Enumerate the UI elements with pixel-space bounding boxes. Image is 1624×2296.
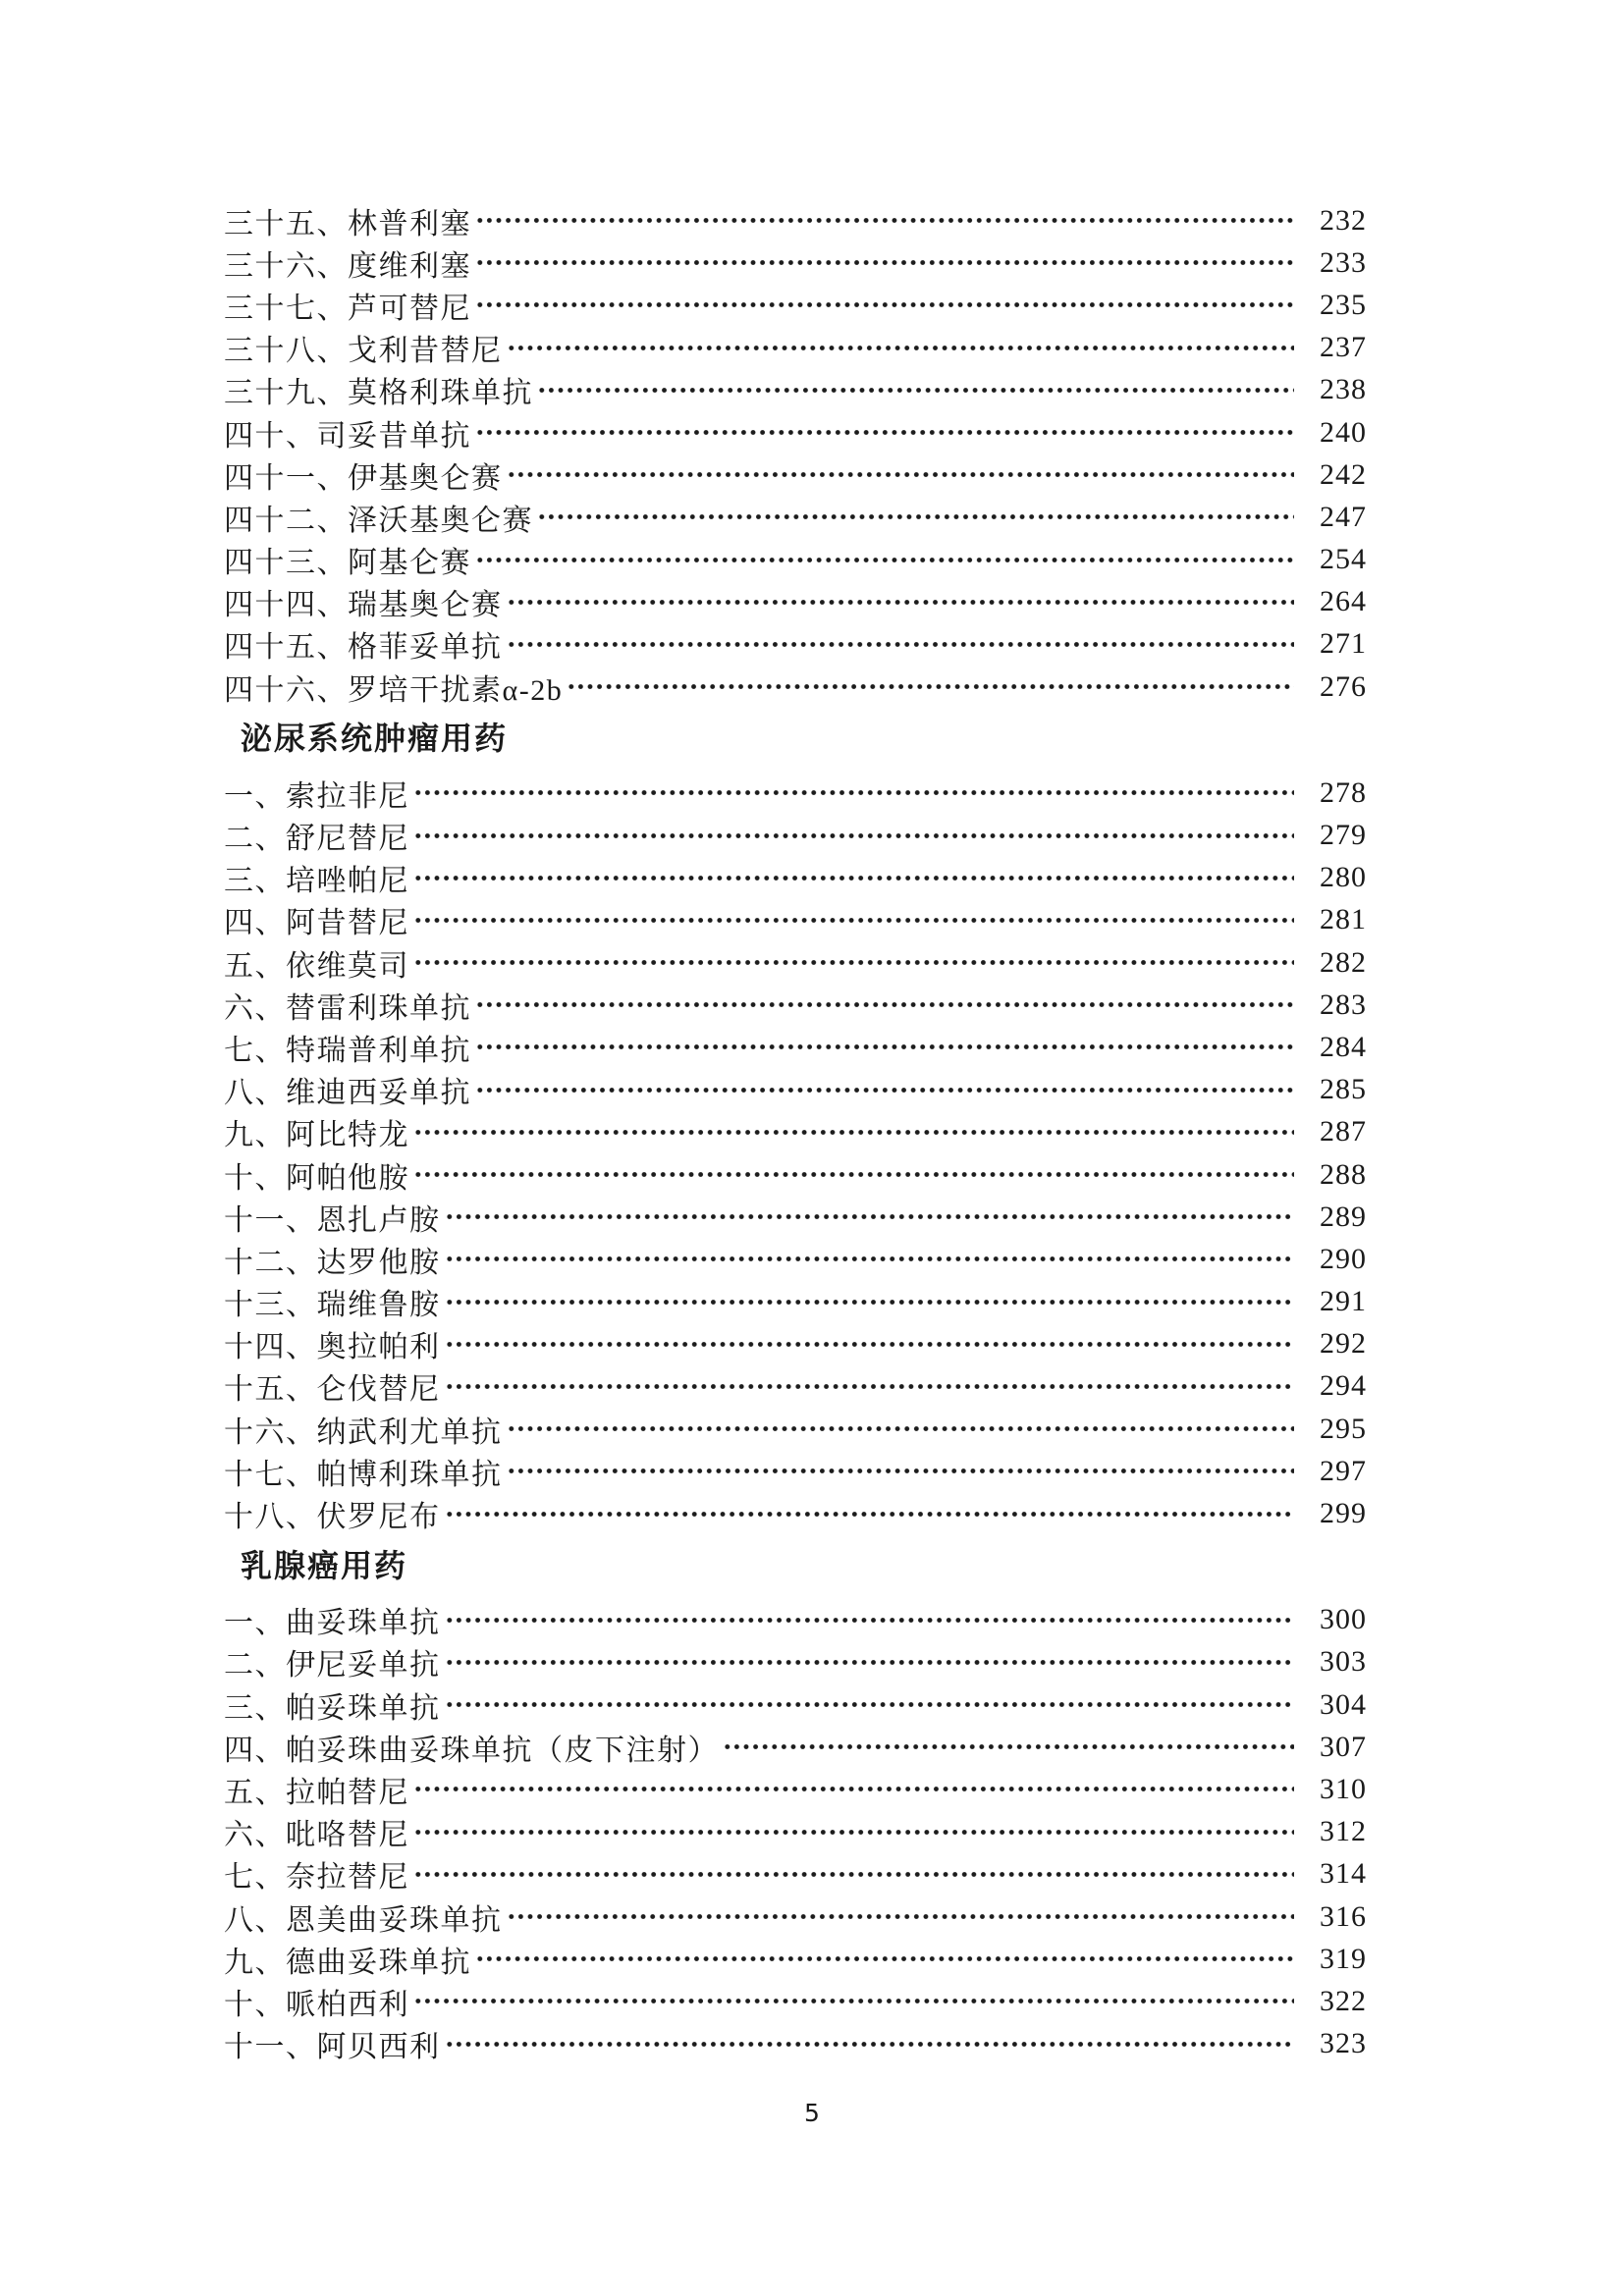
toc-entry xyxy=(224,814,1367,856)
toc-entry-page: 299 xyxy=(1320,1497,1367,1530)
toc-entry-page: 232 xyxy=(1320,203,1367,237)
toc-entry-page: 303 xyxy=(1320,1645,1367,1679)
toc-entry-label: 三十五、林普利塞 xyxy=(224,207,471,240)
toc-entry-page: 282 xyxy=(1320,945,1367,979)
toc-entry xyxy=(224,857,1367,899)
toc-entry xyxy=(224,1365,1367,1408)
toc-entry xyxy=(224,1726,1367,1768)
toc-entry-page: 323 xyxy=(1320,2027,1367,2060)
toc-entry-page: 294 xyxy=(1320,1369,1367,1403)
toc-entry-label: 八、恩美曲妥珠单抗 xyxy=(224,1903,503,1937)
toc-entry xyxy=(224,1938,1367,1980)
toc-entry xyxy=(224,1196,1367,1238)
toc-entry-label: 四十四、瑞基奥仑赛 xyxy=(224,589,503,622)
toc-entry xyxy=(224,241,1367,284)
toc-entry xyxy=(224,454,1367,496)
dot-leader xyxy=(507,327,1295,369)
toc-entry xyxy=(224,1980,1367,2022)
dot-leader xyxy=(475,539,1294,581)
toc-entry-label: 五、依维莫司 xyxy=(224,949,409,983)
dot-leader xyxy=(475,241,1294,284)
dot-leader xyxy=(445,2023,1295,2065)
toc-entry xyxy=(224,1323,1367,1365)
toc-entry-page: 307 xyxy=(1320,1730,1367,1763)
toc-entry xyxy=(224,1408,1367,1450)
dot-leader xyxy=(413,815,1294,857)
toc-entry-page: 289 xyxy=(1320,1200,1367,1233)
toc-entry xyxy=(224,1811,1367,1853)
toc-entry-page: 233 xyxy=(1320,245,1367,279)
dot-leader xyxy=(475,1026,1294,1068)
dot-leader xyxy=(413,941,1294,984)
toc-entry xyxy=(224,581,1367,623)
toc-entry-page: 304 xyxy=(1320,1687,1367,1721)
toc-entry-page: 314 xyxy=(1320,1857,1367,1891)
toc-entry xyxy=(224,1111,1367,1153)
dot-leader xyxy=(445,1323,1295,1365)
toc-entry-page: 237 xyxy=(1320,331,1367,364)
toc-entry-label: 九、阿比特龙 xyxy=(224,1119,409,1152)
toc-entry-page: 276 xyxy=(1320,669,1367,703)
dot-leader xyxy=(507,1450,1295,1492)
toc-entry-label: 四十一、伊基奥仑赛 xyxy=(224,461,503,495)
dot-leader xyxy=(445,1281,1295,1323)
toc-entry-label: 十二、达罗他胺 xyxy=(224,1246,441,1279)
toc-entry xyxy=(224,772,1367,814)
toc-entry xyxy=(224,496,1367,538)
toc-entry-page: 292 xyxy=(1320,1327,1367,1361)
dot-leader xyxy=(475,199,1294,241)
toc-entry xyxy=(224,1683,1367,1726)
toc-entry-page: 278 xyxy=(1320,775,1367,809)
dot-leader xyxy=(507,623,1295,666)
dot-leader xyxy=(445,1641,1295,1683)
toc-entry-label: 二、伊尼妥单抗 xyxy=(224,1649,441,1682)
toc-entry-label: 七、奈拉替尼 xyxy=(224,1861,409,1895)
toc-entry xyxy=(224,199,1367,241)
toc-entry xyxy=(224,1450,1367,1492)
dot-leader xyxy=(445,1683,1295,1726)
dot-leader xyxy=(413,1768,1294,1810)
toc-entry-label: 十、哌柏西利 xyxy=(224,1988,409,2021)
toc-entry-page: 283 xyxy=(1320,988,1367,1021)
toc-entry-page: 288 xyxy=(1320,1157,1367,1191)
toc-entry xyxy=(224,539,1367,581)
toc-entry xyxy=(224,1069,1367,1111)
dot-leader xyxy=(475,284,1294,326)
toc-entry xyxy=(224,1153,1367,1196)
toc-entry xyxy=(224,2023,1367,2065)
toc-entry xyxy=(224,623,1367,666)
toc-entry-page: 279 xyxy=(1320,819,1367,852)
dot-leader xyxy=(507,454,1295,496)
toc-entry-page: 247 xyxy=(1320,500,1367,533)
dot-leader xyxy=(567,666,1294,708)
toc-entry xyxy=(224,984,1367,1026)
toc-entry-page: 290 xyxy=(1320,1242,1367,1275)
dot-leader xyxy=(507,1408,1295,1450)
toc-entry-label: 九、德曲妥珠单抗 xyxy=(224,1946,471,1979)
toc-entry-page: 240 xyxy=(1320,415,1367,449)
toc-entry-label: 十五、仑伐替尼 xyxy=(224,1373,441,1407)
toc-entry-page: 322 xyxy=(1320,1984,1367,2017)
toc-entry-label: 一、索拉非尼 xyxy=(224,779,409,813)
toc-entry-label: 三、培唑帕尼 xyxy=(224,865,409,898)
dot-leader xyxy=(475,984,1294,1026)
toc-entry xyxy=(224,1768,1367,1810)
toc-entry xyxy=(224,1281,1367,1323)
toc-entry-page: 285 xyxy=(1320,1073,1367,1106)
dot-leader xyxy=(507,581,1295,623)
dot-leader xyxy=(445,1196,1295,1238)
toc-entry xyxy=(224,327,1367,369)
dot-leader xyxy=(413,1153,1294,1196)
toc-entry-label: 四十三、阿基仑赛 xyxy=(224,547,471,580)
dot-leader xyxy=(445,1365,1295,1408)
dot-leader xyxy=(475,1069,1294,1111)
toc-entry-label: 七、特瑞普利单抗 xyxy=(224,1034,471,1067)
toc-entry-label: 五、拉帕替尼 xyxy=(224,1776,409,1809)
toc-entry xyxy=(224,1896,1367,1938)
toc-entry-label: 四、帕妥珠曲妥珠单抗（皮下注射） xyxy=(224,1734,719,1767)
toc-entry xyxy=(224,369,1367,411)
toc-entry-label: 四十二、泽沃基奥仑赛 xyxy=(224,504,533,537)
toc-entry-label: 十四、奥拉帕利 xyxy=(224,1331,441,1364)
toc-entry-label: 四、阿昔替尼 xyxy=(224,907,409,940)
toc-entry-page: 287 xyxy=(1320,1115,1367,1148)
dot-leader xyxy=(475,1938,1294,1980)
dot-leader xyxy=(445,1238,1295,1280)
toc-entry-label: 十一、阿贝西利 xyxy=(224,2031,441,2064)
toc-entry-label: 六、吡咯替尼 xyxy=(224,1819,409,1852)
toc-entry-label: 十、阿帕他胺 xyxy=(224,1161,409,1195)
dot-leader xyxy=(537,496,1294,538)
toc-entry-page: 297 xyxy=(1320,1454,1367,1487)
toc-entry-page: 281 xyxy=(1320,903,1367,936)
dot-leader xyxy=(413,1111,1294,1153)
toc-entry-page: 284 xyxy=(1320,1030,1367,1063)
toc-entry-page: 319 xyxy=(1320,1942,1367,1975)
toc-entry-label: 二、舒尼替尼 xyxy=(224,823,409,856)
toc-entry-label: 四十六、罗培干扰素α-2b xyxy=(224,673,564,707)
toc-entry-page: 271 xyxy=(1320,627,1367,661)
toc-entry xyxy=(224,411,1367,454)
dot-leader xyxy=(723,1726,1294,1768)
toc-entry xyxy=(224,941,1367,984)
toc-entry xyxy=(224,1238,1367,1280)
toc-entry-label: 三、帕妥珠单抗 xyxy=(224,1691,441,1725)
dot-leader xyxy=(413,1811,1294,1853)
toc-entry-page: 264 xyxy=(1320,585,1367,618)
toc-entry-label: 三十七、芦可替尼 xyxy=(224,292,471,325)
toc-entry-label: 十三、瑞维鲁胺 xyxy=(224,1289,441,1322)
toc-entry-label: 十六、纳武利尤单抗 xyxy=(224,1415,503,1449)
dot-leader xyxy=(475,411,1294,454)
toc-entry xyxy=(224,1026,1367,1068)
toc-entry-page: 316 xyxy=(1320,1899,1367,1933)
toc-entry-label: 三十八、戈利昔替尼 xyxy=(224,335,503,368)
toc-entry xyxy=(224,1853,1367,1896)
toc-entry-page: 238 xyxy=(1320,373,1367,406)
dot-leader xyxy=(413,1980,1294,2022)
toc-entry-page: 310 xyxy=(1320,1772,1367,1805)
toc-entry-label: 六、替雷利珠单抗 xyxy=(224,991,471,1025)
dot-leader xyxy=(537,369,1294,411)
dot-leader xyxy=(507,1896,1295,1938)
page-number: 5 xyxy=(804,2099,820,2127)
toc-entry-page: 280 xyxy=(1320,861,1367,894)
dot-leader xyxy=(445,1493,1295,1535)
toc-entry-page: 291 xyxy=(1320,1285,1367,1318)
toc-entry-page: 300 xyxy=(1320,1603,1367,1636)
toc-entry-label: 十八、伏罗尼布 xyxy=(224,1501,441,1534)
toc-entry xyxy=(224,284,1367,326)
toc-entry xyxy=(224,666,1367,708)
dot-leader xyxy=(413,772,1294,814)
toc-entry-label: 三十九、莫格利珠单抗 xyxy=(224,377,533,410)
toc-entry-page: 254 xyxy=(1320,543,1367,576)
toc-entry-label: 三十六、度维利塞 xyxy=(224,249,471,283)
dot-leader xyxy=(413,899,1294,941)
toc-entry xyxy=(224,1492,1367,1534)
dot-leader xyxy=(413,1853,1294,1896)
toc-entry-label: 四十、司妥昔单抗 xyxy=(224,419,471,453)
toc-entry-label: 一、曲妥珠单抗 xyxy=(224,1607,441,1640)
toc-entry-label: 十一、恩扎卢胺 xyxy=(224,1203,441,1237)
toc-entry xyxy=(224,1641,1367,1683)
dot-leader xyxy=(413,857,1294,899)
toc-entry-page: 312 xyxy=(1320,1815,1367,1848)
toc-entry-label: 八、维迪西妥单抗 xyxy=(224,1077,471,1110)
toc-entry xyxy=(224,899,1367,941)
toc-list xyxy=(224,199,1367,2065)
section-header: 泌尿系统肿瘤用药 xyxy=(241,721,509,757)
section-header: 乳腺癌用药 xyxy=(241,1547,408,1583)
toc-entry xyxy=(224,1599,1367,1641)
toc-entry-label: 四十五、格菲妥单抗 xyxy=(224,631,503,665)
toc-entry-page: 242 xyxy=(1320,457,1367,491)
toc-entry-label: 十七、帕博利珠单抗 xyxy=(224,1458,503,1491)
toc-entry-page: 295 xyxy=(1320,1412,1367,1445)
toc-entry-page: 235 xyxy=(1320,288,1367,321)
dot-leader xyxy=(445,1599,1295,1641)
